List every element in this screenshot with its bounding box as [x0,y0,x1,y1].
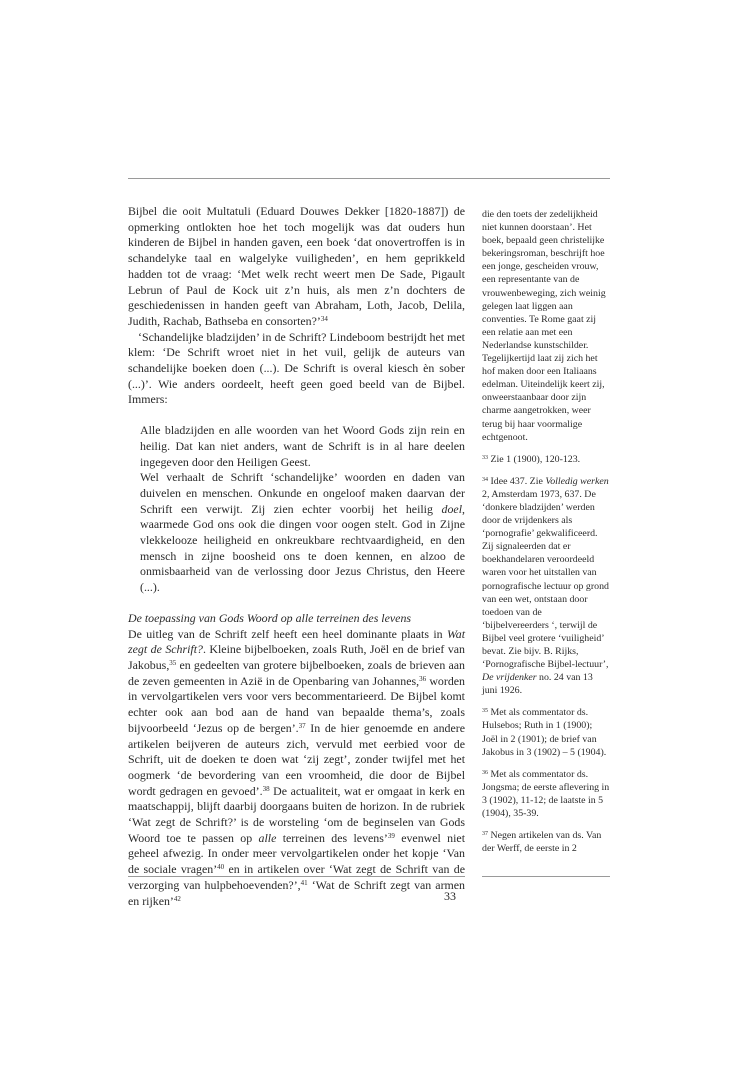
sidenote-37: $^{37}$ Negen artikelen van ds. Van der Werff, de eerste in 2 [482,830,602,855]
main-text-column [128,204,465,909]
sidenote-number: 36 [482,769,488,776]
sidenote-33: $^{33}$ Zie 1 (1900), 120-123. [482,453,581,465]
quote-paragraph-2: Wel verhaalt de Schrift ‘schandelijke’ woorden en daden van duivelen en menschen. Onkunde en ongeloof maken daarvan der Schrift een verwijt. Zij zien echter voorbij het heilig doel, waarmede God ons ook die dingen voor oogen stelt. God in Zijne vlekkelooze heiligheid en onkreukbare rechtvaardigheid, en den mensch in zijne boosheid ons te doen kennen, en alzoo de onmisbaarheid van de verlossing door Jezus Christus, den Heere (...). [140,470,465,595]
bottom-rule-side [482,876,610,877]
sidenote-34: $^{34}$ Idee 437. Zie Volledig werken 2, Amsterdam 1973, 637. De ‘donkere bladzijden’ werden door de vrijdenkers als ‘pornografie’ gekwalificeerd. Zij signaleerden dat er boekhandelaren veroordeeld waren voor het uitstallen van pornografische lectuur op grond van een wet, ontstaan door toedoen van de ‘bijbelvereerders ‘, terwijl de Bijbel veel grotere ‘vuiligheid’ bevat. Zie bijv. B. Rijks, ‘Pornografische Bijbel-lectuur’, De vrijdenker no. 24 van 13 juni 1926. [482,475,609,697]
sidenote-number: 37 [482,831,488,838]
footnote-ref-37[interactable]: 37 [298,721,306,730]
top-rule [128,178,610,179]
footnote-ref-39[interactable]: 39 [387,831,395,840]
sidenote-number: 35 [482,708,488,715]
block-quote [140,423,465,596]
footnote-ref-38[interactable]: 38 [262,784,270,793]
paragraph-2: ‘Schandelijke bladzijden’ in de Schrift? Lindeboom bestrijdt het met klem: ‘De Schrift wroet niet in het vuil, gelijk de auteurs van schandelijke boeken doen (...). De Schrift is overal kiesch èn sober (...)’. Wie anders oordeelt, heeft geen goed beeld van de Bijbel. Immers: [128,329,465,407]
footnote-ref-40[interactable]: 40 [217,863,225,872]
footnote-ref-41[interactable]: 41 [300,878,308,887]
page-number: 33 [444,889,456,903]
sidenote-number: 33 [482,454,488,461]
footnote-ref-42[interactable]: 42 [173,894,181,903]
footnote-ref-36[interactable]: 36 [419,674,427,683]
quote-paragraph-1: Alle bladzijden en alle woorden van het Woord Gods zijn rein en heilig. Dat kan niet anders, want de Schrift is in al hare deelen ingegeven door den Heiligen Geest. [140,423,465,469]
sidenotes-column [482,208,610,864]
sidenote-35: $^{35}$ Met als commentator ds. Hulsebos; Ruth in 1 (1900); Joël in 2 (1901); de brief van Jakobus in 3 (1902) – 5 (1904). [482,707,607,758]
sidenote-continuation: die den toets der zedelijkheid niet kunnen doorstaan’. Het boek, bepaald geen christelijke bekeringsroman, beschrijft hoe een jonge, gescheiden vrouw, een representante van de vrouwenbeweging, zich weinig gelegen laat liggen aan conventies. Te Rome gaat zij een relatie aan met een Nederlandse kunstschilder. Tegelijkertijd laat zij zich het hof maken door een Italiaans edelman. Uiteindelijk keert zij, onweerstaanbaar door zijn charme aangetrokken, weer terug bij haar voormalige echtgenoot. [482,209,606,443]
paragraph-3: De uitleg van de Schrift zelf heeft een heel dominante plaats in Wat zegt de Schrift?. Kleine bijbelboeken, zoals Ruth, Joël en de brief van Jakobus,$^{35}$ en gedeelten van grotere bijbelboeken, zoals de brieven aan de zeven gemeenten in Azië in de Openbaring van Johannes,$^{36}$ worden in vervolgartikelen vers voor vers becommentarieerd. De Bijbel komt echter ook aan bod aan de hand van bepaalde thema’s, zoals bijvoorbeeld ‘Jezus op de bergen’.$^{37}$ In de hier genoemde en andere artikelen beijveren de auteurs zich, vervuld met eerbied voor de Schrift, uit de doeken te doen wat ‘zij zegt’, zonder twijfel met het oogmerk ‘de bevordering van een vroomheid, die door de Bijbel wordt gedragen en gevoed’.$^{38}$ De actualiteit, wat er omgaat in kerk en maatschappij, blijft daarbij doorgaans buiten de horizon. In de rubriek ‘Wat zegt de Schrift?’ is de worsteling ‘om de beginselen van Gods Woord toe te passen op alle terreinen des levens’$^{39}$ evenwel niet geheel afwezig. In onder meer vervolgartikelen onder het kopje ‘Van de sociale vragen’$^{40}$ en in artikelen over ‘Wat zegt de Schrift van de verzorging van hulpbehoevenden?’,$^{41}$ ‘Wat de Schrift zegt van armen en rijken’$^{42}$ [128,626,466,908]
paragraph-1: Bijbel die ooit Multatuli (Eduard Douwes Dekker [1820-1887]) de opmerking ontlokten hoe het toch mogelijk was dat ouders hun kinderen de Bijbel in handen gaven, een boek ‘dat onovertroffen is in schandelyke taal en walgelyke vuiligheden’, en hem geprikkeld hadden tot de vraag: ‘Met welk recht weert men De Sade, Pigault Lebrun of Paul de Kock uit z’n huis, als men z’n dochters de geschiedenissen in handen geeft van Abraham, Loth, Jacob, Delila, Judith, Rachab, Bathseba en consorten?’$^{34}$ [128,204,465,328]
footnote-ref-35[interactable]: 35 [169,658,177,667]
sidenote-number: 34 [482,476,488,483]
sidenote-36: $^{36}$ Met als commentator ds. Jongsma; de eerste aflevering in 3 (1902), 11-12; de laatste in 5 (1904), 35-39. [482,768,610,820]
footnote-ref-34[interactable]: 34 [320,314,328,323]
section-heading: De toepassing van Gods Woord op alle terreinen des levens [128,610,412,625]
bottom-rule-main [128,876,465,877]
